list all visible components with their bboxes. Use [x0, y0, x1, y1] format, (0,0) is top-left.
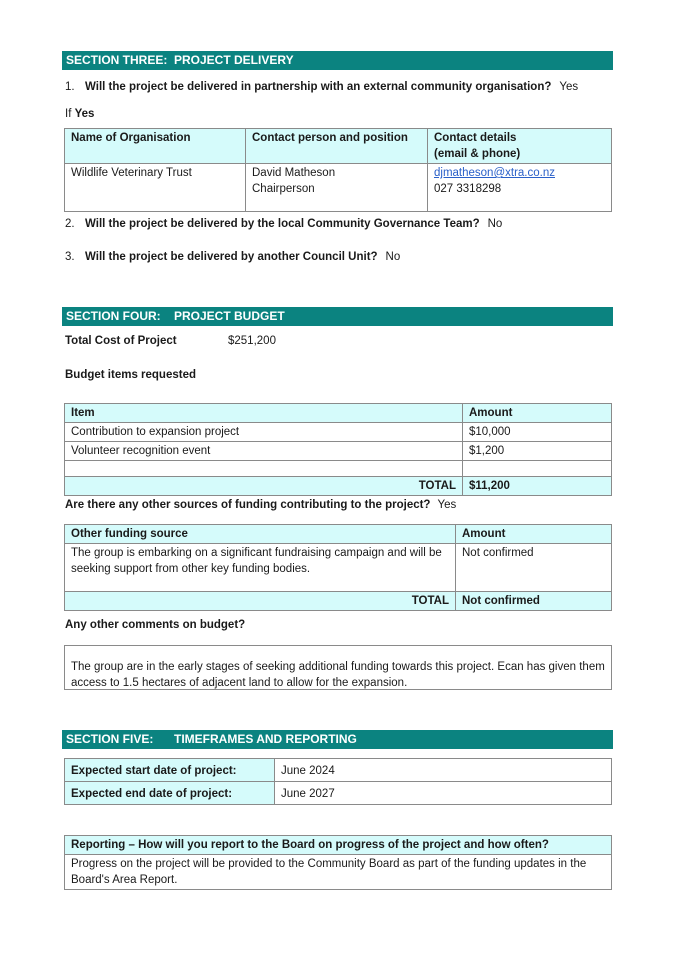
email-link[interactable]: djmatheson@xtra.co.nz	[434, 167, 555, 179]
total-label: TOTAL	[65, 477, 463, 496]
phone-number: 027 3318298	[434, 183, 502, 195]
table-row	[65, 423, 612, 442]
comments-label: Any other comments on budget?	[65, 619, 246, 631]
col-header-funding-source: Other funding source	[65, 525, 456, 544]
total-value: $11,200	[463, 477, 612, 496]
organisation-table	[64, 128, 612, 212]
section-label: SECTION FOUR:	[66, 309, 161, 323]
contact-details	[428, 164, 612, 212]
budget-item: Volunteer recognition event	[65, 442, 463, 461]
comments-box	[64, 645, 612, 690]
question-text: Will the project be delivered in partnership with an external community organisation?	[85, 81, 552, 93]
budget-items-label: Budget items requested	[65, 369, 196, 381]
question-answer: No	[385, 251, 401, 263]
budget-item	[65, 461, 463, 477]
total-cost-value: $251,200	[228, 335, 276, 347]
start-date-value: June 2024	[275, 759, 612, 782]
table-header-row	[65, 129, 612, 164]
total-label: TOTAL	[65, 592, 456, 611]
section-three-header	[62, 51, 613, 70]
table-row	[65, 442, 612, 461]
question-text: Will the project be delivered by another Council Unit?	[85, 251, 378, 263]
question-text: Will the project be delivered by the local Community Governance Team?	[85, 218, 480, 230]
table-row	[65, 782, 612, 805]
section-four-header	[62, 307, 613, 326]
end-date-value: June 2027	[275, 782, 612, 805]
table-header-row	[65, 525, 612, 544]
organisation-name: Wildlife Veterinary Trust	[65, 164, 246, 212]
budget-item: Contribution to expansion project	[65, 423, 463, 442]
total-cost-label: Total Cost of Project	[65, 335, 177, 347]
reporting-table	[64, 835, 612, 890]
section-five-header	[62, 730, 613, 749]
budget-table	[64, 403, 612, 496]
section-label: SECTION THREE:	[66, 53, 168, 67]
budget-amount: $1,200	[463, 442, 612, 461]
section-label: SECTION FIVE:	[66, 732, 154, 746]
col-header-item: Item	[65, 404, 463, 423]
if-yes-label: If Yes	[65, 108, 95, 120]
question-answer: No	[487, 218, 503, 230]
end-date-label: Expected end date of project:	[65, 782, 275, 805]
funding-amount: Not confirmed	[456, 544, 612, 592]
reporting-header: Reporting – How will you report to the Board on progress of the project and how often?	[65, 836, 612, 855]
question-2: 2. Will the project be delivered by the local Community Governance Team? No	[65, 218, 503, 230]
total-row	[65, 592, 612, 611]
budget-amount	[463, 461, 612, 477]
col-header-amount: Amount	[456, 525, 612, 544]
table-row	[65, 544, 612, 592]
col-header-amount: Amount	[463, 404, 612, 423]
funding-table	[64, 524, 612, 611]
dates-table	[64, 758, 612, 805]
table-header-row	[65, 404, 612, 423]
total-row	[65, 477, 612, 496]
table-row	[65, 759, 612, 782]
table-row-empty	[65, 461, 612, 477]
total-value: Not confirmed	[456, 592, 612, 611]
start-date-label: Expected start date of project:	[65, 759, 275, 782]
budget-amount: $10,000	[463, 423, 612, 442]
section-title: PROJECT BUDGET	[174, 309, 285, 323]
section-title: TIMEFRAMES AND REPORTING	[174, 732, 357, 746]
other-sources-answer: Yes	[437, 499, 457, 511]
question-3: 3. Will the project be delivered by another Council Unit? No	[65, 251, 401, 263]
comments-text: The group are in the early stages of seeking additional funding towards this project. Ecan has given them access to 1.5 hectares of adjacent land to allow for the expansion.	[71, 661, 605, 689]
question-answer: Yes	[559, 81, 579, 93]
other-sources-question: Are there any other sources of funding contributing to the project? Yes	[65, 499, 457, 511]
table-row	[65, 855, 612, 890]
funding-source: The group is embarking on a significant fundraising campaign and will be seeking support from other key funding bodies.	[65, 544, 456, 592]
question-1: 1. Will the project be delivered in partnership with an external community organisation? Yes	[65, 81, 579, 93]
contact-person: David Matheson Chairperson	[246, 164, 428, 212]
table-header-row	[65, 836, 612, 855]
col-header-organisation: Name of Organisation	[65, 129, 246, 164]
reporting-text: Progress on the project will be provided to the Community Board as part of the funding updates in the Board's Area Report.	[65, 855, 612, 890]
col-header-contact-person: Contact person and position	[246, 129, 428, 164]
col-header-contact-details: Contact details (email & phone)	[428, 129, 612, 164]
section-title: PROJECT DELIVERY	[174, 53, 294, 67]
table-row	[65, 164, 612, 212]
